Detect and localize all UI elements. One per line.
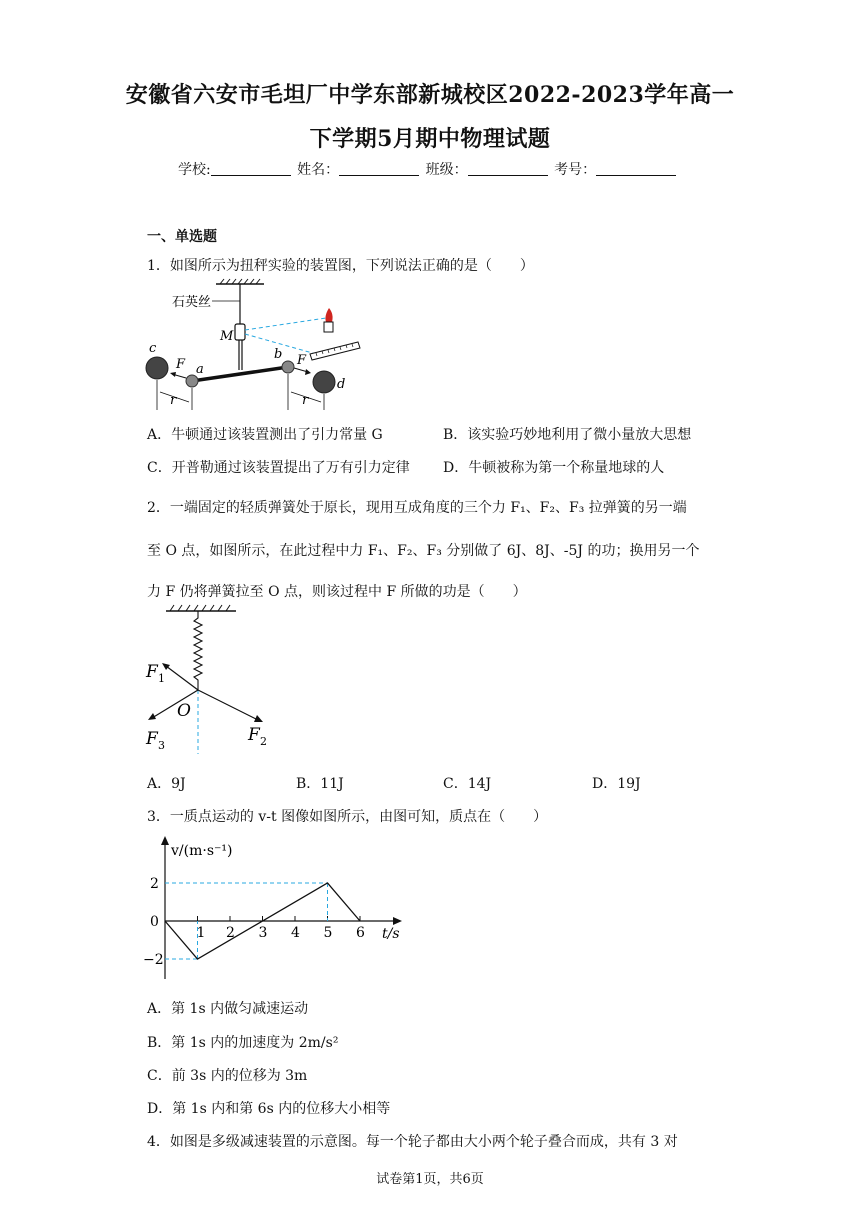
small-ball-b (282, 361, 294, 373)
flame (325, 308, 332, 322)
exam-number-label: 考号： (554, 162, 597, 178)
big-ball-d (313, 371, 335, 393)
vt-graph (140, 832, 410, 982)
torsion-rod (192, 367, 288, 381)
force-label-left: F (176, 357, 186, 372)
section-heading: 一、单选题 (147, 229, 217, 245)
exam-number-blank[interactable] (596, 161, 676, 176)
q3-option-d[interactable]: D．第 1s 内和第 6s 内的位移大小相等 (147, 1101, 391, 1117)
student-info-row (178, 159, 678, 179)
force-F1-arrow (166, 666, 198, 690)
r-label-left: r (170, 393, 177, 408)
x-tick-label-3: 3 (258, 925, 268, 941)
q2-option-b[interactable]: B．11J (296, 776, 344, 792)
spring (194, 611, 202, 690)
page-footer: 试卷第1页，共6页 (376, 1172, 484, 1187)
q2-option-c[interactable]: C．14J (443, 776, 492, 792)
q1-option-a[interactable]: A．牛顿通过该装置测出了引力常量 G (147, 427, 383, 443)
name-label: 姓名： (297, 162, 340, 178)
label-F2: F (248, 725, 260, 745)
class-label: 班级： (425, 162, 468, 178)
force-label-right: F (297, 353, 307, 368)
big-ball-c (146, 357, 168, 379)
force-F2-arrow (198, 690, 258, 720)
force-F3-arrow (152, 690, 198, 718)
q1-stem: 1．如图所示为扭秤实验的装置图，下列说法正确的是（ ） (147, 258, 534, 274)
q2-option-a[interactable]: A．9J (147, 776, 186, 792)
q2-stem-line-3: 力 F 仍将弹簧拉至 O 点，则该过程中 F 所做的功是（ ） (147, 584, 527, 600)
q3-stem: 3．一质点运动的 v-t 图像如图所示，由图可知，质点在（ ） (147, 809, 548, 825)
y-axis-arrow (161, 836, 169, 845)
label-F1: F (146, 662, 158, 682)
x-tick-label-4: 4 (291, 925, 300, 941)
label-F1-sub: 1 (158, 672, 165, 685)
y-tick-label-0: 0 (150, 914, 159, 930)
mirror-M (235, 324, 245, 340)
q1-option-d[interactable]: D．牛顿被称为第一个称量地球的人 (443, 460, 665, 476)
quartz-label: 石英丝 (172, 295, 212, 310)
title-line-1: 安徽省六安市毛坦厂中学东部新城校区2022-2023学年高一 (125, 82, 735, 108)
y-tick-label--2: −2 (143, 952, 164, 968)
q2-stem-line-2: 至 O 点，如图所示，在此过程中力 F₁、F₂、F₃ 分别做了 6J、8J、-5J 的功；换用另一个 (147, 543, 700, 559)
q3-option-a[interactable]: A．第 1s 内做匀减速运动 (147, 1001, 309, 1017)
x-tick-label-6: 6 (356, 925, 365, 941)
label-F3: F (146, 729, 158, 749)
label-F2-sub: 2 (260, 735, 267, 748)
name-blank[interactable] (339, 161, 419, 176)
q3-option-b[interactable]: B．第 1s 内的加速度为 2m/s² (147, 1035, 339, 1051)
q2-stem-line-1: 2．一端固定的轻质弹簧处于原长，现用互成角度的三个力 F₁、F₂、F₃ 拉弹簧的另一端 (147, 500, 687, 516)
y-axis-label: v/(m·s⁻¹) (171, 843, 233, 859)
label-d: d (337, 377, 346, 392)
x-axis-label: t/s (382, 926, 400, 942)
lamp (324, 322, 333, 332)
label-O: O (177, 701, 191, 721)
q1-option-c[interactable]: C．开普勒通过该装置提出了万有引力定律 (147, 460, 410, 476)
y-tick-label-2: 2 (150, 876, 159, 892)
torsion-balance-figure (140, 278, 370, 416)
label-c: c (149, 341, 157, 356)
r-label-right: r (302, 393, 309, 408)
q3-option-c[interactable]: C．前 3s 内的位移为 3m (147, 1068, 308, 1084)
q4-stem: 4．如图是多级减速装置的示意图。每一个轮子都由大小两个轮子叠合而成，共有 3 对 (147, 1134, 678, 1150)
q1-option-b[interactable]: B．该实验巧妙地利用了微小量放大思想 (443, 427, 692, 443)
spring-forces-figure (140, 604, 280, 754)
title-line-2: 下学期5月期中物理试题 (309, 126, 551, 152)
x-tick-label-2: 2 (226, 925, 235, 941)
light-ray-in (245, 318, 326, 330)
school-blank[interactable] (211, 161, 291, 176)
q2-option-d[interactable]: D．19J (592, 776, 641, 792)
school-label: 学校: (178, 162, 211, 178)
x-tick-label-5: 5 (323, 925, 333, 941)
x-tick-label-1: 1 (196, 925, 206, 941)
label-b: b (274, 347, 283, 362)
mirror-label: M (220, 329, 234, 344)
class-blank[interactable] (468, 161, 548, 176)
x-axis-arrow (393, 917, 402, 925)
label-F3-sub: 3 (158, 739, 165, 752)
label-a: a (196, 362, 204, 377)
